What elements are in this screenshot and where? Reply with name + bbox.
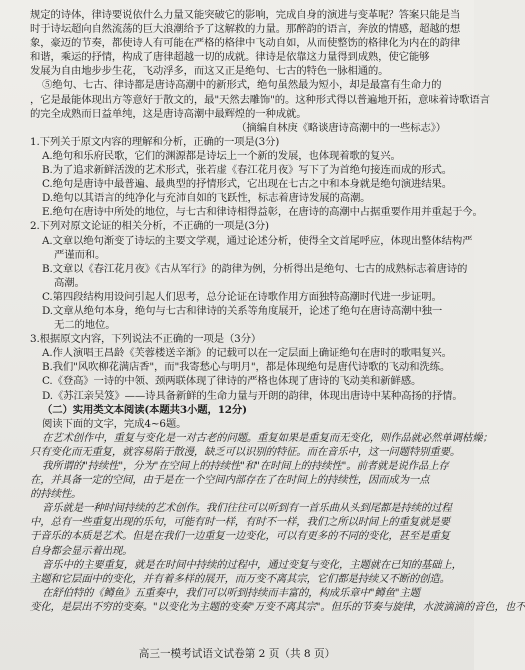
text-line: 音乐就是一种时间持续的艺术创作。我们往往可以听到有一首乐曲从头到尾都是持续的过程 <box>42 502 452 515</box>
text-line: 于音乐的本质是艺术。但是在我们一边重复一边变化，可以有更多的不同的变化，甚至是重复 <box>30 530 450 543</box>
text-line: B.为了追求新鲜活泼的艺术形式，张若虚《春江花月夜》写下了为首绝句接连而成的形式。 <box>42 164 453 177</box>
text-line: 严谨而和。 <box>54 248 106 261</box>
text-line: （二）实用类文本阅读(本题共3小题，12分) <box>42 403 247 416</box>
text-line: A.作人演唱王昌龄《芙蓉楼送辛渐》的记载可以在一定层面上确证绝句在唐时的歌唱复兴。 <box>42 347 452 360</box>
text-line: D.文章从绝句本身，绝句与七古和律诗的关系等角度展开，论述了绝句在唐诗高潮中独一 <box>42 304 443 317</box>
text-line: 2.下列对原文论证的相关分析，不正确的一项是(3分) <box>30 220 269 233</box>
page-body <box>30 8 525 614</box>
text-line: C.第四段结构用设问引起人们思考，总分论证在诗歌作用方面独特高潮时代进一步证明。 <box>42 290 442 303</box>
text-line: C.绝句是唐诗中最普遍、最典型的抒情形式，它出现在七古之中和本身就是绝句演进结果。 <box>42 178 452 191</box>
text-line: 的持续性。 <box>30 488 82 501</box>
text-line: 发展为自由地步步生花，飞动浮多，而这又正是绝句、七古的特色一脉相通的。 <box>30 65 389 78</box>
text-line: D.《苏江亲吴笈》——诗具备新鲜的生命力量与开朗的韵律，体现出唐诗中某种高扬的抒情。 <box>42 389 463 402</box>
text-line: D.绝句以其语言的纯净化与充沛自如的飞跃性，标志着唐诗发展的高潮。 <box>42 192 371 205</box>
text-line: 主题和它层面中的变化，并有着多样的展开，而万变不离其宗，它们都是持续又不断的创造。 <box>30 572 450 585</box>
text-line: 在艺术创作中，重复与变化是一对古老的问题。重复如果是重复而无变化，则作品就必然单调枯燥； <box>42 431 493 444</box>
text-line: （摘编自林庚《略谈唐诗高潮中的一些标志》） <box>236 121 446 134</box>
text-line: 自身都会显示着出现。 <box>30 544 133 557</box>
text-line: 高潮。 <box>54 276 85 289</box>
text-line: 在，并具备一定的空间，由于是在一个空间内部存在了在时间上的持续性，因而成为一点 <box>30 474 430 487</box>
text-line: B.文章以《春江花月夜》《古从军行》的韵律为例，分析得出是绝句、七古的成熟标志着唐诗的 <box>42 262 468 275</box>
page-footer: 高三一模考试语文试卷第 2 页（共 8 页） <box>138 648 336 660</box>
text-line: ，它是最能体现出方等意好于散文的，最"天然去雕饰"的。这种形式得以普遍地开拓，意味着诗歌语言 <box>30 93 490 106</box>
text-line: 我所谓的"持续性"，分为"在空间上的持续性"和"在时间上的持续性"。前者就是说作品上存 <box>42 460 449 472</box>
text-line: 1.下列关于原文内容的理解和分析，正确的一项是(3分) <box>30 135 280 148</box>
text-line: E.绝句在唐诗中所处的地位，与七古和律诗相得益彰，在唐诗的高潮中占据重要作用并重起于今。 <box>42 206 483 219</box>
text-line: B.我们"风吹柳花满店香"，而"我寄愁心与明月"，都是体现绝句是唐代诗歌的飞动和洗练。 <box>42 361 451 374</box>
text-line: 规定的诗体，律诗要说依什么力量又能突破它的影响，完成自身的演进与变革呢？答案只能是当 <box>30 9 461 21</box>
text-line: 象，豪迈的节奏，都使诗人有可能在严格的格律中飞动自如，从而使整饬的格律化为内在的韵律 <box>30 37 461 50</box>
text-line: 变化，是层出不穷的变奏。"以变化为主题的变奏"万变不离其宗"。但乐的节奏与旋律，水波滴滴的音色，也不 <box>30 600 525 613</box>
text-line: 的完全成熟而日益单纯，这是唐诗高潮中最辉煌的一种成就。 <box>30 107 307 120</box>
text-line: 3.根据原文内容，下列说法不正确的一项是（3分） <box>30 333 262 346</box>
text-line: A.绝句和乐府民歌，它们的渊源都是诗坛上一个新的发展，也体现着歌的复兴。 <box>42 149 401 162</box>
text-line: A.文章以绝句渐变了诗坛的主要文学观，通过论述分析，使得全文首尾呼应，体现出整体结构严 <box>42 234 473 247</box>
text-line: 只有变化而无重复，就容易陷于散漫，缺乏可以识别的特征。而在音乐中，这一问题特别重要。 <box>30 445 461 458</box>
text-line: C.《登高》一诗的中领、颈两联体现了律诗的严格也体现了唐诗的飞动美和新鲜感。 <box>42 375 422 388</box>
text-line: 音乐中的主要重复，就是在时间中持续的过程中，通过变复与变化，主题就在已知的基础上， <box>42 558 462 571</box>
text-line: 和谐，乘运的抒情，构成了唐律超越一切的成就。律诗是依靠这力量得到成熟，使它能够 <box>30 51 430 64</box>
text-line: 阅读下面的文字，完成4~6题。 <box>42 417 187 430</box>
text-line: 在舒伯特的《鳟鱼》五重奏中，我们可以听到持续而丰富的，构成乐章中"鳟鱼"主题 <box>42 586 420 599</box>
text-line: 中，总有一些重复出现的乐句，可能有时一样，有时不一样，我们之所以时间上的重复就是要 <box>30 516 450 529</box>
text-line: 无二的地位。 <box>54 319 116 332</box>
text-line: 时于诗坛超向自然流荡的巨大浪潮给予了这解救的力量。那醉韵的语言，奔放的情感，超越的想 <box>30 23 461 36</box>
text-line: ⑤绝句、七古、律诗都是唐诗高潮中的新形式，绝句虽然最为短小，却是最富有生命力的 <box>42 79 442 92</box>
